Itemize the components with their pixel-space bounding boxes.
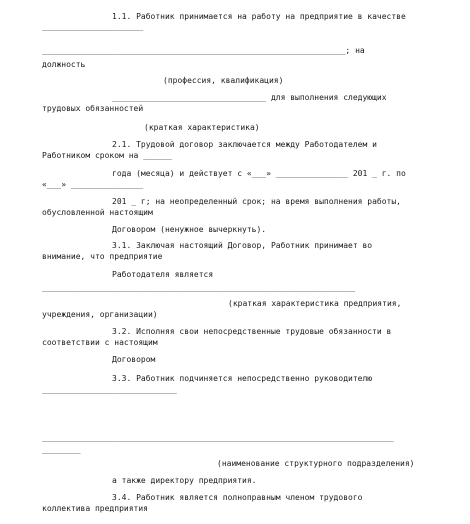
blank-line: ________ xyxy=(42,445,81,454)
clause-2-1-line-2: Работником сроком на ______ xyxy=(42,151,173,160)
hint-department-name: (наименование структурного подразделения) xyxy=(217,459,415,468)
clause-1-1-line-1: 1.1. Работник принимается на работу на предприятие в качестве xyxy=(112,12,406,21)
clause-3-2-line-3: Договором xyxy=(112,355,156,364)
clause-3-4-line-1: 3.4. Работник является полноправным членом трудового xyxy=(112,493,363,502)
clause-3-1-line-1: 3.1. Заключая настоящий Договор, Работник принимает во xyxy=(112,241,373,250)
clause-3-3-line-1: 3.3. Работник подчиняется непосредственно руководителю xyxy=(112,374,373,383)
clause-1-1-line-2: должность xyxy=(42,60,86,69)
clause-1-1-line-4: трудовых обязанностей xyxy=(42,104,144,113)
blank-line: _______________________________________________________________; на xyxy=(42,46,365,55)
clause-3-2-line-1: 3.2. Исполняя свои непосредственные трудовые обязанности в xyxy=(112,327,392,336)
clause-2-1-line-3: года (месяца) и действует с «___» _______________ 201 _ г. по xyxy=(112,169,406,178)
hint-enterprise-description: (краткая характеристика предприятия, xyxy=(228,299,402,308)
clause-3-1-line-2: внимание, что предприятие xyxy=(42,252,163,261)
blank-line: _________________________________________________________________________ xyxy=(42,433,394,442)
hint-enterprise-description-cont: учреждения, организации) xyxy=(42,310,158,319)
clause-3-1-line-3: Работодателя является xyxy=(112,270,214,279)
clause-2-1-line-7: Договором (ненужное вычеркнуть). xyxy=(112,225,267,234)
clause-2-1-line-6: обусловленной настоящим xyxy=(42,208,153,217)
clause-1-1-line-3: ________________________________ для выполнения следующих xyxy=(112,93,387,102)
blank-line: ____________________________ xyxy=(42,385,177,394)
clause-2-1-line-4: «___» _______________ xyxy=(42,180,144,189)
clause-3-4-line-2: коллектива предприятия xyxy=(42,504,148,513)
blank-line: _____________________ xyxy=(42,22,144,31)
clause-3-2-line-2: соответствии с настоящим xyxy=(42,338,158,347)
clause-2-1-line-1: 2.1. Трудовой договор заключается между Работодателем и xyxy=(112,140,377,149)
clause-3-3-line-2: а также директору предприятия. xyxy=(112,476,257,485)
blank-line: _________________________________________________________________ xyxy=(42,283,356,292)
hint-short-description: (краткая характеристика) xyxy=(144,123,260,132)
hint-profession: (профессия, квалификация) xyxy=(163,76,284,85)
clause-2-1-line-5: 201 _ г; на неопределенный срок; на время выполнения работы, xyxy=(112,197,401,206)
